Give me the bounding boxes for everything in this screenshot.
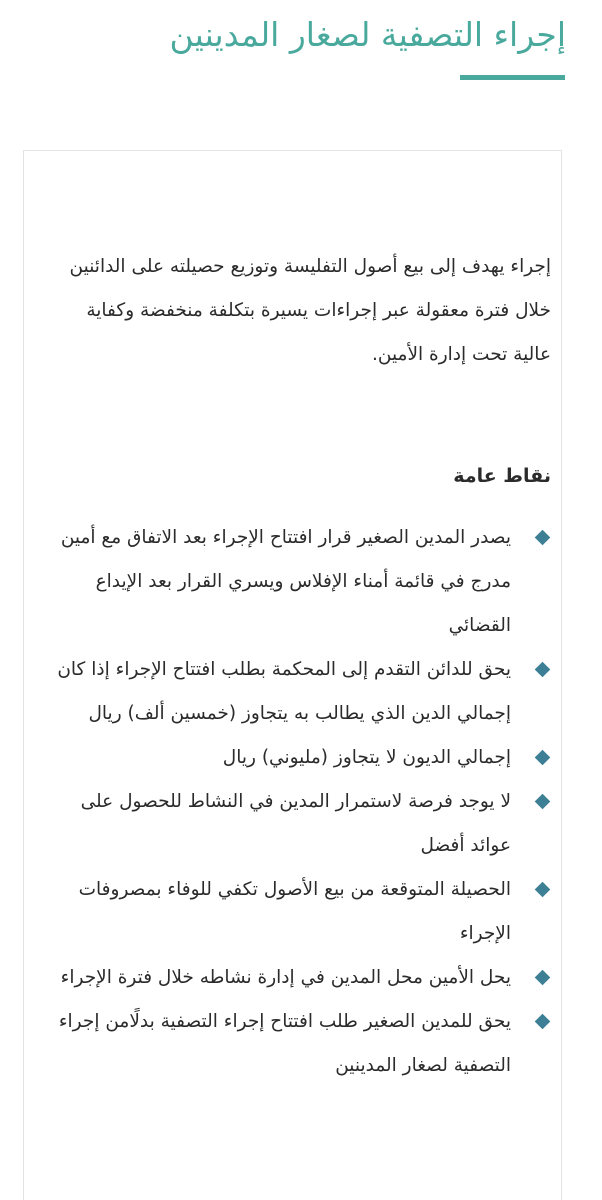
- section-heading: نقاط عامة: [453, 465, 551, 487]
- list-item: [51, 736, 551, 780]
- points-list: [51, 516, 551, 1088]
- list-item: [51, 868, 551, 956]
- list-item: [51, 1000, 551, 1088]
- list-item: [51, 648, 551, 736]
- list-item-text: الحصيلة المتوقعة من بيع الأصول تكفي للوفاء بمصروفات الإجراء: [78, 879, 511, 944]
- diamond-bullet-icon: [535, 794, 551, 810]
- intro-paragraph: إجراء يهدف إلى بيع أصول التفليسة وتوزيع حصيلته على الدائنين خلال فترة معقولة عبر إجراءات يسيرة بتكلفة منخفضة وكفاية عالية تحت إدارة الأمين.: [69, 256, 551, 365]
- page-title: إجراء التصفية لصغار المدينين: [169, 15, 566, 54]
- diamond-bullet-icon: [535, 970, 551, 986]
- diamond-bullet-icon: [535, 882, 551, 898]
- list-item-text: إجمالي الديون لا يتجاوز (مليوني) ريال: [222, 747, 511, 768]
- list-item-text: يحق للدائن التقدم إلى المحكمة بطلب افتتاح الإجراء إذا كان إجمالي الدين الذي يطالب به يتجاوز (خمسين ألف) ريال: [57, 659, 511, 724]
- diamond-bullet-icon: [535, 530, 551, 546]
- list-item-text: لا يوجد فرصة لاستمرار المدين في النشاط للحصول على عوائد أفضل: [80, 791, 511, 856]
- list-item: [51, 516, 551, 648]
- diamond-bullet-icon: [535, 662, 551, 678]
- list-item: [51, 780, 551, 868]
- diamond-bullet-icon: [535, 1014, 551, 1030]
- list-item: [51, 956, 551, 1000]
- diamond-bullet-icon: [535, 750, 551, 766]
- list-item-text: يحل الأمين محل المدين في إدارة نشاطه خلال فترة الإجراء: [60, 967, 511, 988]
- title-underline: [460, 75, 565, 80]
- list-item-text: يصدر المدين الصغير قرار افتتاح الإجراء بعد الاتفاق مع أمين مدرج في قائمة أمناء الإفلاس ويسري القرار بعد الإيداع القضائي: [60, 527, 511, 636]
- list-item-text: يحق للمدين الصغير طلب افتتاح إجراء التصفية بدلًامن إجراء التصفية لصغار المدينين: [58, 1011, 511, 1076]
